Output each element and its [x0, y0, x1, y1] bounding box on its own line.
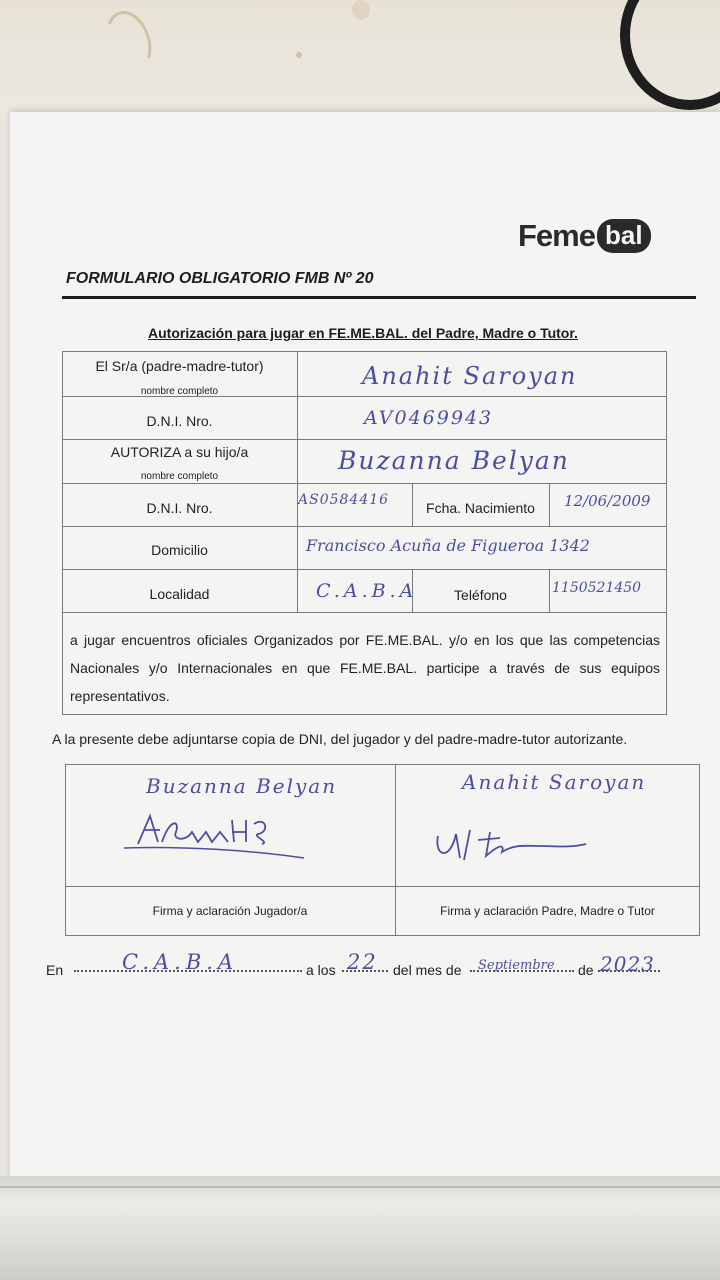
month-handwritten: Septiembre [478, 958, 555, 973]
tutor-signature-footer: Firma y aclaración Padre, Madre o Tutor [440, 904, 655, 918]
logo-text: Feme [518, 218, 595, 253]
tutor-sublabel: nombre completo [140, 386, 219, 397]
address-label: Domicilio [151, 542, 208, 558]
tutor-name-signature-handwritten: Anahit Saroyan [462, 770, 647, 794]
authorizes-label: AUTORIZA a su hijo/a [110, 444, 249, 460]
tutor-signature [430, 822, 600, 868]
tutor-dni-label: D.N.I. Nro. [146, 413, 213, 429]
child-dni-handwritten: AS0584416 [298, 492, 390, 508]
tutor-label: El Sr/a (padre-madre-tutor) [95, 358, 264, 374]
authorization-text: a jugar encuentros oficiales Organizados por FE.ME.BAL. y/o en los que las competencias Nacionales y/o Internacionales en que FE.ME.BAL. participe a través de sus equipos representativos. [70, 632, 660, 704]
child-dni-label: D.N.I. Nro. [146, 500, 213, 516]
locality-handwritten: C.A.B.A [316, 580, 418, 602]
femebal-logo [518, 218, 651, 254]
table-row-divider [62, 612, 667, 613]
birth-date-label: Fcha. Nacimiento [426, 500, 535, 516]
phone-label: Teléfono [454, 587, 507, 603]
birth-date-handwritten: 12/06/2009 [564, 492, 651, 510]
form-title: FORMULARIO OBLIGATORIO FMB Nº 20 [66, 270, 374, 287]
desk-edge-line [0, 1186, 720, 1188]
table-row-divider [62, 526, 667, 527]
place-handwritten: C.A.B.A [122, 950, 239, 974]
table-col-divider [297, 351, 298, 612]
table-row-divider [62, 483, 667, 484]
child-sublabel: nombre completo [140, 471, 219, 482]
tutor-name-handwritten: Anahit Saroyan [362, 362, 578, 390]
table-col-divider [549, 483, 550, 526]
attachment-note: A la presente debe adjuntarse copia de DNI, del jugador y del padre-madre-tutor autorizante. [52, 731, 628, 747]
table-col-divider [549, 569, 550, 612]
player-signature [120, 808, 310, 864]
logo-badge: bal [597, 219, 651, 253]
desk-edge [0, 1176, 720, 1280]
locality-label: Localidad [149, 586, 210, 602]
child-name-handwritten: Buzanna Belyan [338, 446, 570, 475]
player-name-handwritten: Buzanna Belyan [146, 774, 338, 798]
date-en: En [46, 962, 64, 978]
year-handwritten: 2023 [600, 952, 655, 976]
date-a-los: a los [306, 962, 336, 978]
form-subtitle: Autorización para jugar en FE.ME.BAL. del Padre, Madre o Tutor. [148, 325, 578, 341]
phone-handwritten: 1150521450 [552, 580, 642, 596]
date-del-mes: del mes de [393, 962, 462, 978]
stain-mark [352, 0, 370, 20]
table-row-divider [62, 569, 667, 570]
address-handwritten: Francisco Acuña de Figueroa 1342 [306, 536, 590, 555]
date-de: de [578, 962, 594, 978]
day-handwritten: 22 [347, 950, 378, 974]
player-signature-footer: Firma y aclaración Jugador/a [152, 904, 308, 918]
signature-row-divider [65, 886, 700, 887]
title-rule [62, 296, 696, 299]
tutor-dni-handwritten: AV0469943 [364, 407, 494, 429]
table-row-divider [62, 439, 667, 440]
stain-mark [296, 52, 302, 58]
